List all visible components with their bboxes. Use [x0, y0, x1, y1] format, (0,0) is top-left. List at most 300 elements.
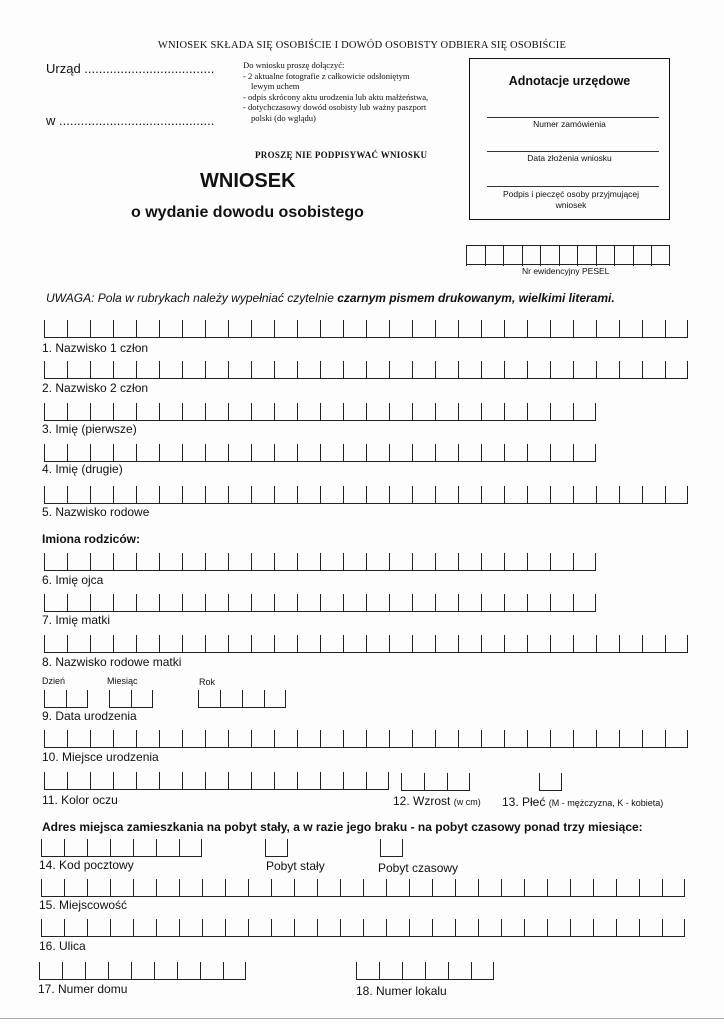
- char-box[interactable]: [651, 246, 670, 266]
- char-box[interactable]: [44, 320, 67, 338]
- char-box[interactable]: [389, 635, 412, 653]
- char-box[interactable]: [265, 839, 288, 857]
- char-box[interactable]: [297, 486, 320, 504]
- char-box[interactable]: [179, 839, 202, 857]
- char-box[interactable]: [524, 919, 547, 937]
- char-box[interactable]: [356, 962, 379, 980]
- char-box[interactable]: [297, 772, 320, 790]
- char-box[interactable]: [136, 320, 159, 338]
- char-box[interactable]: [228, 486, 251, 504]
- char-box[interactable]: [67, 730, 90, 748]
- char-box[interactable]: [366, 486, 389, 504]
- char-box[interactable]: [87, 919, 110, 937]
- char-box[interactable]: [550, 444, 573, 462]
- char-box[interactable]: [343, 361, 366, 379]
- char-box[interactable]: [573, 403, 596, 421]
- char-box[interactable]: [294, 879, 317, 897]
- char-box[interactable]: [412, 486, 435, 504]
- char-box[interactable]: [524, 879, 547, 897]
- second-name-boxes[interactable]: [44, 444, 596, 462]
- char-box[interactable]: [297, 553, 320, 571]
- char-box[interactable]: [44, 690, 66, 708]
- char-box[interactable]: [458, 403, 481, 421]
- char-box[interactable]: [366, 594, 389, 612]
- char-box[interactable]: [205, 730, 228, 748]
- char-box[interactable]: [297, 361, 320, 379]
- char-box[interactable]: [550, 486, 573, 504]
- char-box[interactable]: [113, 730, 136, 748]
- char-box[interactable]: [455, 879, 478, 897]
- char-box[interactable]: [251, 772, 274, 790]
- char-box[interactable]: [159, 403, 182, 421]
- char-box[interactable]: [44, 635, 67, 653]
- char-box[interactable]: [642, 635, 665, 653]
- char-box[interactable]: [412, 635, 435, 653]
- char-box[interactable]: [200, 962, 223, 980]
- char-box[interactable]: [409, 879, 432, 897]
- char-box[interactable]: [343, 772, 366, 790]
- char-box[interactable]: [136, 403, 159, 421]
- char-box[interactable]: [205, 594, 228, 612]
- char-box[interactable]: [504, 635, 527, 653]
- char-box[interactable]: [177, 962, 200, 980]
- char-box[interactable]: [90, 730, 113, 748]
- char-box[interactable]: [251, 486, 274, 504]
- char-box[interactable]: [366, 772, 389, 790]
- char-box[interactable]: [481, 486, 504, 504]
- char-box[interactable]: [44, 594, 67, 612]
- char-box[interactable]: [179, 919, 202, 937]
- char-box[interactable]: [220, 690, 242, 708]
- char-box[interactable]: [90, 361, 113, 379]
- char-box[interactable]: [41, 879, 64, 897]
- char-box[interactable]: [251, 730, 274, 748]
- apartment-number-boxes[interactable]: [356, 962, 494, 980]
- first-name-boxes[interactable]: [44, 403, 596, 421]
- char-box[interactable]: [619, 320, 642, 338]
- locality-boxes[interactable]: [41, 879, 685, 897]
- char-box[interactable]: [435, 635, 458, 653]
- char-box[interactable]: [366, 635, 389, 653]
- char-box[interactable]: [294, 919, 317, 937]
- char-box[interactable]: [87, 839, 110, 857]
- char-box[interactable]: [412, 320, 435, 338]
- char-box[interactable]: [159, 320, 182, 338]
- char-box[interactable]: [665, 361, 688, 379]
- char-box[interactable]: [113, 772, 136, 790]
- char-box[interactable]: [133, 879, 156, 897]
- char-box[interactable]: [363, 879, 386, 897]
- char-box[interactable]: [389, 594, 412, 612]
- char-box[interactable]: [616, 879, 639, 897]
- char-box[interactable]: [547, 919, 570, 937]
- char-box[interactable]: [274, 403, 297, 421]
- char-box[interactable]: [435, 730, 458, 748]
- char-box[interactable]: [435, 444, 458, 462]
- order-number-line[interactable]: [487, 117, 659, 118]
- char-box[interactable]: [225, 879, 248, 897]
- char-box[interactable]: [64, 839, 87, 857]
- char-box[interactable]: [366, 730, 389, 748]
- char-box[interactable]: [481, 320, 504, 338]
- char-box[interactable]: [481, 444, 504, 462]
- char-box[interactable]: [447, 773, 470, 791]
- char-box[interactable]: [527, 320, 550, 338]
- char-box[interactable]: [503, 246, 522, 266]
- char-box[interactable]: [274, 635, 297, 653]
- birth-year-boxes[interactable]: [198, 690, 286, 708]
- char-box[interactable]: [343, 594, 366, 612]
- char-box[interactable]: [366, 361, 389, 379]
- char-box[interactable]: [642, 730, 665, 748]
- char-box[interactable]: [343, 553, 366, 571]
- char-box[interactable]: [205, 361, 228, 379]
- char-box[interactable]: [205, 553, 228, 571]
- char-box[interactable]: [504, 444, 527, 462]
- char-box[interactable]: [366, 444, 389, 462]
- street-boxes[interactable]: [41, 919, 685, 937]
- char-box[interactable]: [573, 635, 596, 653]
- char-box[interactable]: [271, 879, 294, 897]
- char-box[interactable]: [435, 486, 458, 504]
- char-box[interactable]: [297, 635, 320, 653]
- char-box[interactable]: [539, 773, 562, 791]
- char-box[interactable]: [642, 361, 665, 379]
- char-box[interactable]: [478, 879, 501, 897]
- char-box[interactable]: [228, 553, 251, 571]
- char-box[interactable]: [402, 962, 425, 980]
- char-box[interactable]: [182, 444, 205, 462]
- char-box[interactable]: [317, 879, 340, 897]
- char-box[interactable]: [320, 730, 343, 748]
- char-box[interactable]: [481, 635, 504, 653]
- filing-date-line[interactable]: [487, 151, 659, 152]
- char-box[interactable]: [458, 361, 481, 379]
- char-box[interactable]: [251, 320, 274, 338]
- char-box[interactable]: [274, 444, 297, 462]
- char-box[interactable]: [448, 962, 471, 980]
- char-box[interactable]: [133, 839, 156, 857]
- char-box[interactable]: [619, 635, 642, 653]
- char-box[interactable]: [527, 594, 550, 612]
- char-box[interactable]: [202, 919, 225, 937]
- char-box[interactable]: [320, 486, 343, 504]
- char-box[interactable]: [389, 730, 412, 748]
- char-box[interactable]: [573, 320, 596, 338]
- mother-birth-surname-boxes[interactable]: [44, 635, 688, 653]
- char-box[interactable]: [131, 962, 154, 980]
- char-box[interactable]: [182, 635, 205, 653]
- char-box[interactable]: [90, 635, 113, 653]
- char-box[interactable]: [662, 919, 685, 937]
- char-box[interactable]: [159, 486, 182, 504]
- char-box[interactable]: [159, 635, 182, 653]
- char-box[interactable]: [274, 320, 297, 338]
- char-box[interactable]: [297, 594, 320, 612]
- char-box[interactable]: [274, 486, 297, 504]
- char-box[interactable]: [66, 690, 88, 708]
- char-box[interactable]: [136, 486, 159, 504]
- char-box[interactable]: [110, 879, 133, 897]
- char-box[interactable]: [228, 320, 251, 338]
- char-box[interactable]: [110, 839, 133, 857]
- char-box[interactable]: [379, 962, 402, 980]
- char-box[interactable]: [481, 594, 504, 612]
- char-box[interactable]: [389, 486, 412, 504]
- char-box[interactable]: [113, 320, 136, 338]
- char-box[interactable]: [297, 320, 320, 338]
- char-box[interactable]: [642, 320, 665, 338]
- pesel-boxes[interactable]: [466, 245, 670, 265]
- char-box[interactable]: [136, 772, 159, 790]
- char-box[interactable]: [113, 635, 136, 653]
- char-box[interactable]: [44, 486, 67, 504]
- char-box[interactable]: [251, 403, 274, 421]
- char-box[interactable]: [274, 361, 297, 379]
- char-box[interactable]: [412, 444, 435, 462]
- char-box[interactable]: [412, 730, 435, 748]
- char-box[interactable]: [573, 553, 596, 571]
- char-box[interactable]: [550, 594, 573, 612]
- char-box[interactable]: [156, 919, 179, 937]
- char-box[interactable]: [251, 361, 274, 379]
- char-box[interactable]: [412, 403, 435, 421]
- char-box[interactable]: [251, 635, 274, 653]
- char-box[interactable]: [527, 403, 550, 421]
- char-box[interactable]: [550, 403, 573, 421]
- char-box[interactable]: [228, 594, 251, 612]
- signature-line[interactable]: [487, 186, 659, 187]
- char-box[interactable]: [504, 403, 527, 421]
- height-boxes[interactable]: [401, 773, 470, 791]
- char-box[interactable]: [205, 403, 228, 421]
- house-number-boxes[interactable]: [39, 962, 246, 980]
- char-box[interactable]: [435, 320, 458, 338]
- char-box[interactable]: [67, 403, 90, 421]
- char-box[interactable]: [205, 635, 228, 653]
- char-box[interactable]: [547, 879, 570, 897]
- char-box[interactable]: [320, 594, 343, 612]
- char-box[interactable]: [633, 246, 652, 266]
- char-box[interactable]: [435, 361, 458, 379]
- char-box[interactable]: [133, 919, 156, 937]
- char-box[interactable]: [435, 553, 458, 571]
- char-box[interactable]: [182, 486, 205, 504]
- char-box[interactable]: [44, 403, 67, 421]
- char-box[interactable]: [44, 361, 67, 379]
- char-box[interactable]: [481, 730, 504, 748]
- char-box[interactable]: [481, 553, 504, 571]
- char-box[interactable]: [639, 919, 662, 937]
- char-box[interactable]: [573, 594, 596, 612]
- char-box[interactable]: [458, 730, 481, 748]
- char-box[interactable]: [527, 635, 550, 653]
- char-box[interactable]: [87, 879, 110, 897]
- char-box[interactable]: [67, 486, 90, 504]
- char-box[interactable]: [424, 773, 447, 791]
- char-box[interactable]: [136, 553, 159, 571]
- char-box[interactable]: [577, 246, 596, 266]
- char-box[interactable]: [297, 730, 320, 748]
- char-box[interactable]: [343, 486, 366, 504]
- mother-name-boxes[interactable]: [44, 594, 596, 612]
- char-box[interactable]: [251, 553, 274, 571]
- char-box[interactable]: [113, 486, 136, 504]
- char-box[interactable]: [64, 919, 87, 937]
- char-box[interactable]: [320, 403, 343, 421]
- char-box[interactable]: [596, 730, 619, 748]
- char-box[interactable]: [366, 320, 389, 338]
- char-box[interactable]: [320, 772, 343, 790]
- char-box[interactable]: [527, 444, 550, 462]
- char-box[interactable]: [228, 403, 251, 421]
- surname-part1-boxes[interactable]: [44, 320, 688, 338]
- char-box[interactable]: [540, 246, 559, 266]
- char-box[interactable]: [67, 444, 90, 462]
- char-box[interactable]: [182, 772, 205, 790]
- char-box[interactable]: [159, 361, 182, 379]
- char-box[interactable]: [182, 361, 205, 379]
- char-box[interactable]: [251, 444, 274, 462]
- char-box[interactable]: [616, 919, 639, 937]
- char-box[interactable]: [67, 772, 90, 790]
- char-box[interactable]: [527, 730, 550, 748]
- char-box[interactable]: [343, 444, 366, 462]
- char-box[interactable]: [274, 594, 297, 612]
- char-box[interactable]: [228, 361, 251, 379]
- char-box[interactable]: [642, 486, 665, 504]
- char-box[interactable]: [274, 772, 297, 790]
- char-box[interactable]: [131, 690, 153, 708]
- birth-day-boxes[interactable]: [44, 690, 88, 708]
- char-box[interactable]: [113, 444, 136, 462]
- birth-surname-boxes[interactable]: [44, 486, 688, 504]
- char-box[interactable]: [504, 730, 527, 748]
- char-box[interactable]: [242, 690, 264, 708]
- char-box[interactable]: [389, 361, 412, 379]
- char-box[interactable]: [136, 594, 159, 612]
- char-box[interactable]: [109, 690, 131, 708]
- char-box[interactable]: [113, 553, 136, 571]
- char-box[interactable]: [343, 730, 366, 748]
- char-box[interactable]: [228, 772, 251, 790]
- char-box[interactable]: [386, 919, 409, 937]
- char-box[interactable]: [485, 246, 504, 266]
- char-box[interactable]: [205, 444, 228, 462]
- char-box[interactable]: [366, 553, 389, 571]
- char-box[interactable]: [228, 730, 251, 748]
- char-box[interactable]: [136, 635, 159, 653]
- char-box[interactable]: [458, 444, 481, 462]
- char-box[interactable]: [67, 320, 90, 338]
- char-box[interactable]: [205, 772, 228, 790]
- char-box[interactable]: [182, 403, 205, 421]
- temporary-stay-box[interactable]: [380, 839, 403, 857]
- char-box[interactable]: [198, 690, 220, 708]
- char-box[interactable]: [343, 320, 366, 338]
- char-box[interactable]: [478, 919, 501, 937]
- char-box[interactable]: [90, 553, 113, 571]
- father-name-boxes[interactable]: [44, 553, 596, 571]
- char-box[interactable]: [432, 919, 455, 937]
- char-box[interactable]: [264, 690, 286, 708]
- char-box[interactable]: [573, 361, 596, 379]
- char-box[interactable]: [619, 361, 642, 379]
- char-box[interactable]: [455, 919, 478, 937]
- char-box[interactable]: [340, 919, 363, 937]
- char-box[interactable]: [159, 444, 182, 462]
- char-box[interactable]: [412, 594, 435, 612]
- char-box[interactable]: [159, 772, 182, 790]
- char-box[interactable]: [639, 879, 662, 897]
- char-box[interactable]: [550, 730, 573, 748]
- char-box[interactable]: [481, 361, 504, 379]
- char-box[interactable]: [179, 879, 202, 897]
- char-box[interactable]: [320, 553, 343, 571]
- char-box[interactable]: [458, 635, 481, 653]
- char-box[interactable]: [409, 919, 432, 937]
- char-box[interactable]: [619, 486, 642, 504]
- char-box[interactable]: [466, 246, 485, 266]
- char-box[interactable]: [501, 879, 524, 897]
- char-box[interactable]: [596, 486, 619, 504]
- char-box[interactable]: [425, 962, 448, 980]
- char-box[interactable]: [343, 403, 366, 421]
- char-box[interactable]: [593, 919, 616, 937]
- char-box[interactable]: [44, 444, 67, 462]
- char-box[interactable]: [90, 444, 113, 462]
- char-box[interactable]: [317, 919, 340, 937]
- postal-code-boxes[interactable]: [41, 839, 202, 857]
- char-box[interactable]: [386, 879, 409, 897]
- char-box[interactable]: [113, 403, 136, 421]
- char-box[interactable]: [458, 486, 481, 504]
- char-box[interactable]: [205, 320, 228, 338]
- char-box[interactable]: [570, 919, 593, 937]
- birth-month-boxes[interactable]: [109, 690, 153, 708]
- char-box[interactable]: [274, 553, 297, 571]
- char-box[interactable]: [39, 962, 62, 980]
- char-box[interactable]: [550, 361, 573, 379]
- char-box[interactable]: [614, 246, 633, 266]
- char-box[interactable]: [156, 879, 179, 897]
- char-box[interactable]: [159, 594, 182, 612]
- char-box[interactable]: [550, 320, 573, 338]
- char-box[interactable]: [527, 361, 550, 379]
- char-box[interactable]: [297, 444, 320, 462]
- char-box[interactable]: [182, 594, 205, 612]
- char-box[interactable]: [67, 361, 90, 379]
- eye-color-boxes[interactable]: [44, 772, 389, 790]
- char-box[interactable]: [90, 772, 113, 790]
- char-box[interactable]: [44, 772, 67, 790]
- char-box[interactable]: [154, 962, 177, 980]
- char-box[interactable]: [458, 594, 481, 612]
- char-box[interactable]: [182, 320, 205, 338]
- char-box[interactable]: [223, 962, 246, 980]
- char-box[interactable]: [108, 962, 131, 980]
- char-box[interactable]: [297, 403, 320, 421]
- char-box[interactable]: [504, 553, 527, 571]
- permanent-stay-box[interactable]: [265, 839, 288, 857]
- char-box[interactable]: [228, 635, 251, 653]
- char-box[interactable]: [504, 486, 527, 504]
- char-box[interactable]: [501, 919, 524, 937]
- char-box[interactable]: [159, 553, 182, 571]
- char-box[interactable]: [550, 553, 573, 571]
- char-box[interactable]: [573, 444, 596, 462]
- char-box[interactable]: [225, 919, 248, 937]
